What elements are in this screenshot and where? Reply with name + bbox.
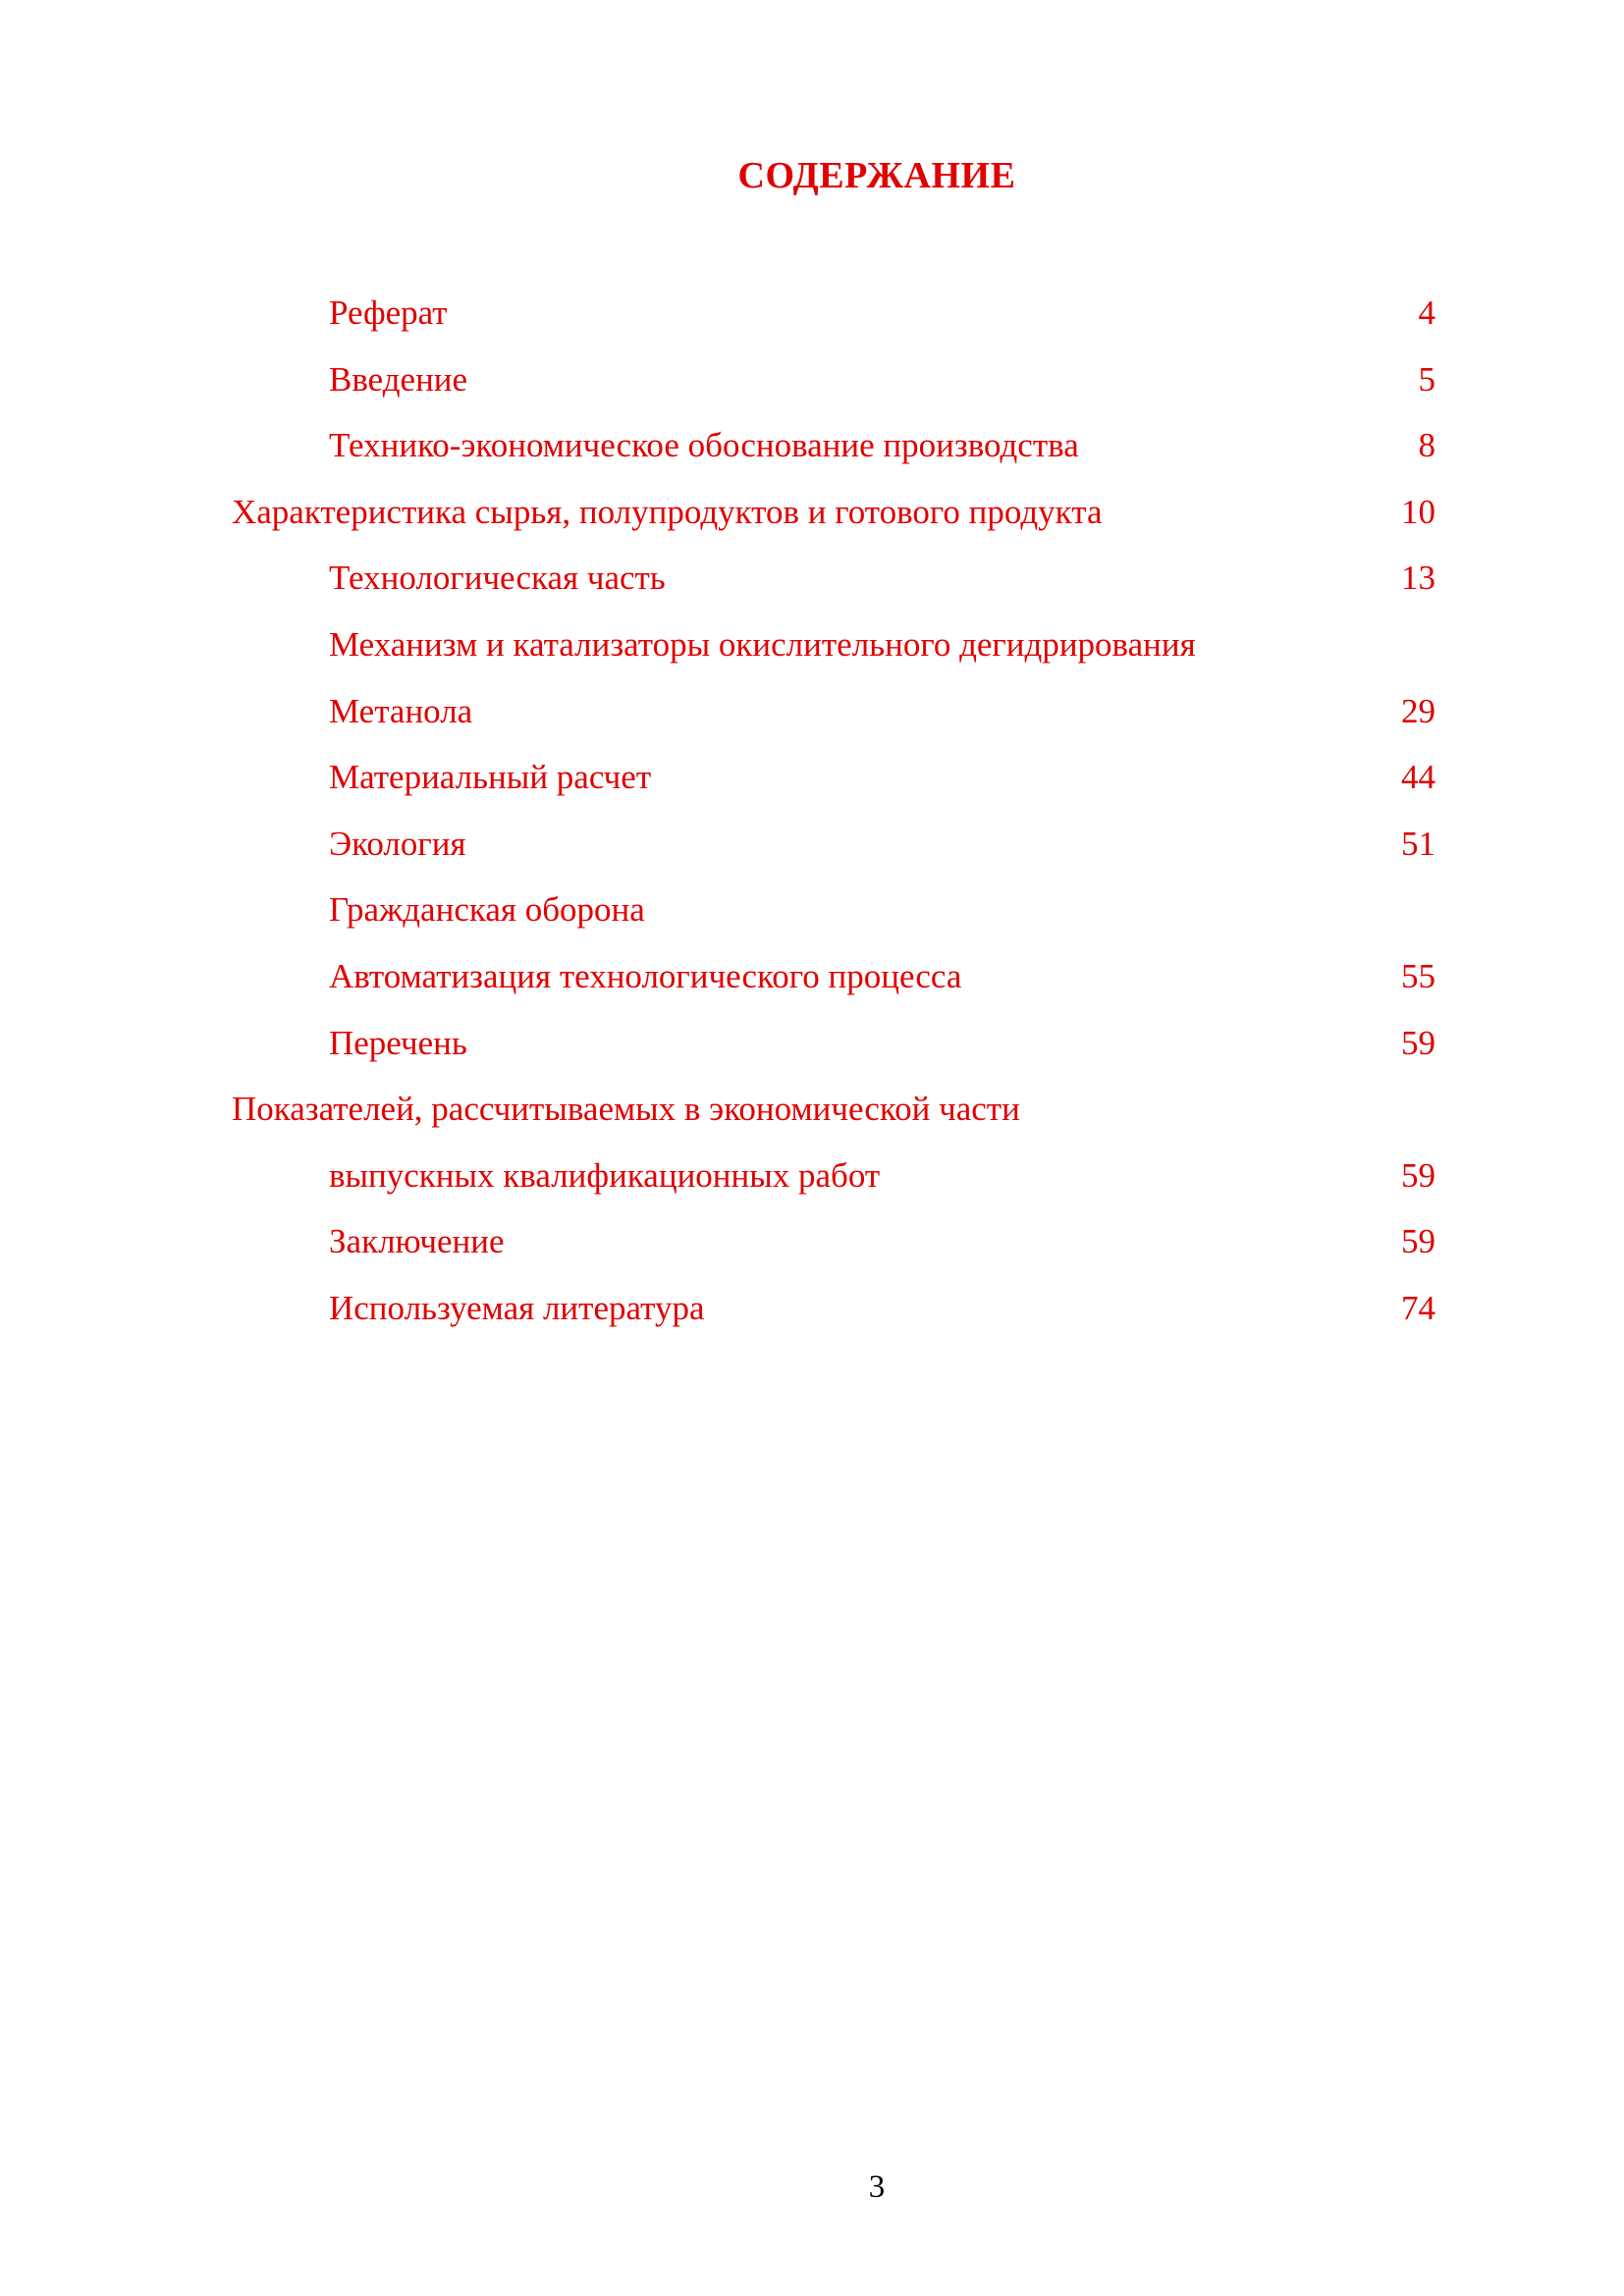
toc-entry-page: 29 xyxy=(1401,691,1435,730)
toc-entry-label: Метанола xyxy=(329,691,473,730)
toc-entry-page: 8 xyxy=(1418,426,1435,465)
toc-entry xyxy=(0,487,1624,554)
toc-entry-label: Перечень xyxy=(329,1023,467,1062)
page-number: 3 xyxy=(868,2169,886,2205)
toc-entry xyxy=(0,354,1624,421)
toc-entry xyxy=(0,819,1624,885)
toc-entry-page: 59 xyxy=(1401,1023,1435,1062)
toc-entry xyxy=(0,288,1624,354)
toc-entry-page: 13 xyxy=(1401,559,1435,598)
toc-entry-page: 51 xyxy=(1401,824,1435,863)
toc-entry-page: 59 xyxy=(1401,1222,1435,1261)
toc-entry xyxy=(0,1084,1624,1150)
toc-entry-page: 59 xyxy=(1401,1155,1435,1195)
toc-entry-label: Реферат xyxy=(329,294,448,332)
toc-entry-page: 44 xyxy=(1401,758,1435,797)
toc-entry-label: Введение xyxy=(329,359,468,399)
toc-entry-label: Технико-экономическое обоснование производства xyxy=(329,426,1079,465)
toc-entry-page: 4 xyxy=(1418,294,1435,332)
toc-entry-page: 74 xyxy=(1401,1288,1435,1327)
toc-entry xyxy=(0,553,1624,619)
toc-entry-page: 5 xyxy=(1418,359,1435,399)
toc-entry-label: Гражданская оборона xyxy=(329,890,645,930)
toc-entry-label: Используемая литература xyxy=(329,1288,705,1327)
toc-entry xyxy=(0,1216,1624,1283)
toc-entry-page: 55 xyxy=(1401,956,1435,995)
toc-entry xyxy=(0,752,1624,819)
toc-entry-label: Экология xyxy=(329,824,466,863)
toc-entry-label: Автоматизация технологического процесса xyxy=(329,956,962,995)
toc-entry xyxy=(0,686,1624,753)
toc-entry-label: Технологическая часть xyxy=(329,559,666,598)
toc-entry xyxy=(0,1018,1624,1085)
toc-entry-label: выпускных квалификационных работ xyxy=(329,1155,881,1195)
toc-list xyxy=(0,288,1624,1350)
toc-entry xyxy=(0,951,1624,1018)
toc-entry-page: 10 xyxy=(1401,492,1435,531)
toc-entry-label: Показателей, рассчитываемых в экономической части xyxy=(232,1090,1020,1129)
toc-entry-label: Характеристика сырья, полупродуктов и готового продукта xyxy=(232,492,1103,531)
toc-entry-label: Заключение xyxy=(329,1222,505,1261)
toc-entry xyxy=(0,884,1624,951)
toc-entry xyxy=(0,619,1624,686)
toc-entry-label: Материальный расчет xyxy=(329,758,652,797)
toc-title: СОДЕРЖАНИЕ xyxy=(737,155,1016,196)
toc-entry-label: Механизм и катализаторы окислительного дегидрирования xyxy=(329,624,1196,664)
toc-entry xyxy=(0,420,1624,487)
toc-entry xyxy=(0,1283,1624,1350)
toc-entry xyxy=(0,1150,1624,1217)
